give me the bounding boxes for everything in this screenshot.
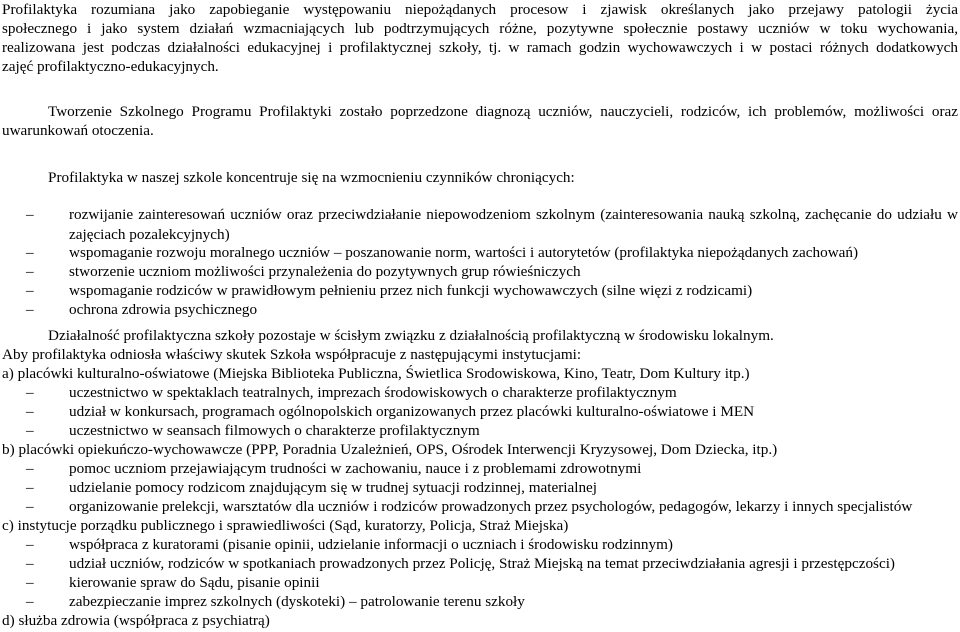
group-b-item-3 xyxy=(26,497,958,517)
dash-bullet: – xyxy=(26,262,34,280)
dash-bullet: – xyxy=(26,384,34,402)
group-item-text: udział w konkursach, programach ogólnopolskich organizowanych przez placówki kulturalno-oświatowe i MEN xyxy=(69,403,755,421)
dash-bullet: – xyxy=(26,555,34,573)
group-item-text: uczestnictwo w seansach filmowych o charakterze profilaktycznym xyxy=(69,422,480,440)
focus-item-text: wspomaganie rozwoju moralnego uczniów – poszanowanie norm, wartości i autorytetów (profilaktyka niepożądanych zachowań) xyxy=(69,243,859,261)
group-item-text: udział uczniów, rodziców w spotkaniach prowadzonych przez Policję, Straż Miejską na temat przeciwdziałania agresji i przestępczości) xyxy=(69,555,895,573)
group-c-item-3 xyxy=(26,573,958,593)
group-c-item-4 xyxy=(26,592,958,612)
dash-bullet: – xyxy=(26,243,34,261)
focus-item-4 xyxy=(26,281,958,301)
cooperation-line-1: Działalność profilaktyczna szkoły pozostaje w ścisłym związku z działalnością profilaktyczną w środowisku lokalnym. xyxy=(48,327,774,345)
dash-bullet: – xyxy=(26,205,34,223)
group-item-text: pomoc uczniom przejawiającym trudności w zachowaniu, nauce i z problemami zdrowotnymi xyxy=(69,460,642,478)
dash-bullet: – xyxy=(26,422,34,440)
intro-line-4: zajęć profilaktyczno-edukacyjnych. xyxy=(2,57,219,75)
group-item-text: kierowanie spraw do Sądu, pisanie opinii xyxy=(69,574,320,592)
group-a-item-1 xyxy=(26,383,958,403)
group-item-text: organizowanie prelekcji, warsztatów dla uczniów i rodziców prowadzonych przez psychologów, pedagogów, lekarzy i innych specjalistów xyxy=(69,498,913,516)
dash-bullet: – xyxy=(26,593,34,611)
focus-item-2 xyxy=(26,243,958,263)
focus-item-3 xyxy=(26,262,958,282)
focus-item-1 xyxy=(26,205,958,245)
dash-bullet: – xyxy=(26,460,34,478)
intro-line-2: społecznego i jako system działań wzmacniających lub podtrzymujących różne, pozytywne społecznie postawy uczniów w toku wychowania, xyxy=(2,19,958,37)
focus-item-text: stworzenie uczniom możliwości przynależenia do pozytywnych grup rówieśniczych xyxy=(69,262,581,280)
group-item-text: współpraca z kuratorami (pisanie opinii, udzielanie informacji o uczniach i środowisku rodzinnym) xyxy=(69,536,673,554)
focus-item-text: ochrona zdrowia psychicznego xyxy=(69,300,258,318)
group-c-label: c) instytucje porządku publicznego i sprawiedliwości (Sąd, kuratorzy, Policja, Straż Miejska) xyxy=(2,517,569,535)
group-a-item-3 xyxy=(26,421,958,441)
focus-item-5 xyxy=(26,300,958,320)
group-a-label: a) placówki kulturalno-oświatowe (Miejska Biblioteka Publiczna, Świetlica Srodowiskowa, Kino, Teatr, Dom Kultury itp.) xyxy=(2,365,750,383)
group-d-label: d) służba zdrowia (współpraca z psychiatrą) xyxy=(2,612,270,630)
group-item-text: uczestnictwo w spektaklach teatralnych, imprezach środowiskowych o charakterze profilaktycznym xyxy=(69,384,677,402)
group-b-label: b) placówki opiekuńczo-wychowawcze (PPP, Poradnia Uzależnień, OPS, Ośrodek Interwencji Kryzysowej, Dom Dziecka, itp.) xyxy=(2,441,778,459)
group-b-item-1 xyxy=(26,459,958,479)
focus-heading: Profilaktyka w naszej szkole koncentruje się na wzmocnieniu czynników chroniących: xyxy=(48,168,575,186)
diagnosis-line-2: uwarunkowań otoczenia. xyxy=(2,122,154,140)
dash-bullet: – xyxy=(26,574,34,592)
dash-bullet: – xyxy=(26,498,34,516)
intro-line-1: Profilaktyka rozumiana jako zapobieganie występowaniu niepożądanych procesow i zjawisk określanych jako przejawy patologii życia xyxy=(2,1,958,18)
dash-bullet: – xyxy=(26,281,34,299)
group-a-item-2 xyxy=(26,402,958,422)
group-item-text: zabezpieczanie imprez szkolnych (dyskoteki) – patrolowanie terenu szkoły xyxy=(69,593,525,611)
focus-item-text: wspomaganie rodziców w prawidłowym pełnieniu przez nich funkcji wychowawczych (silne więzi z rodzicami) xyxy=(69,281,753,299)
focus-item-text: rozwijanie zainteresowań uczniów oraz przeciwdziałanie niepowodzeniom szkolnym (zainteresowania nauką szkolną, zachęcanie do udziału w zajęciach pozalekcyjnych) xyxy=(69,205,958,243)
cooperation-line-2: Aby profilaktyka odniosła właściwy skutek Szkoła współpracuje z następującymi instytucjami: xyxy=(2,346,582,364)
group-b-item-2 xyxy=(26,478,958,498)
dash-bullet: – xyxy=(26,536,34,554)
dash-bullet: – xyxy=(26,479,34,497)
dash-bullet: – xyxy=(26,300,34,318)
intro-line-3: realizowana jest podczas działalności edukacyjnej i profilaktycznej szkoły, tj. w ramach godzin wychowawczych i w postaci różnych dodatkowych xyxy=(2,38,958,56)
dash-bullet: – xyxy=(26,403,34,421)
group-item-text: udzielanie pomocy rodzicom znajdującym się w trudnej sytuacji rodzinnej, materialnej xyxy=(69,479,598,497)
group-c-item-1 xyxy=(26,535,958,555)
group-c-item-2 xyxy=(26,554,958,574)
diagnosis-line-1: Tworzenie Szkolnego Programu Profilaktyki zostało poprzedzone diagnozą uczniów, nauczycieli, rodziców, ich problemów, możliwości oraz xyxy=(48,103,958,121)
